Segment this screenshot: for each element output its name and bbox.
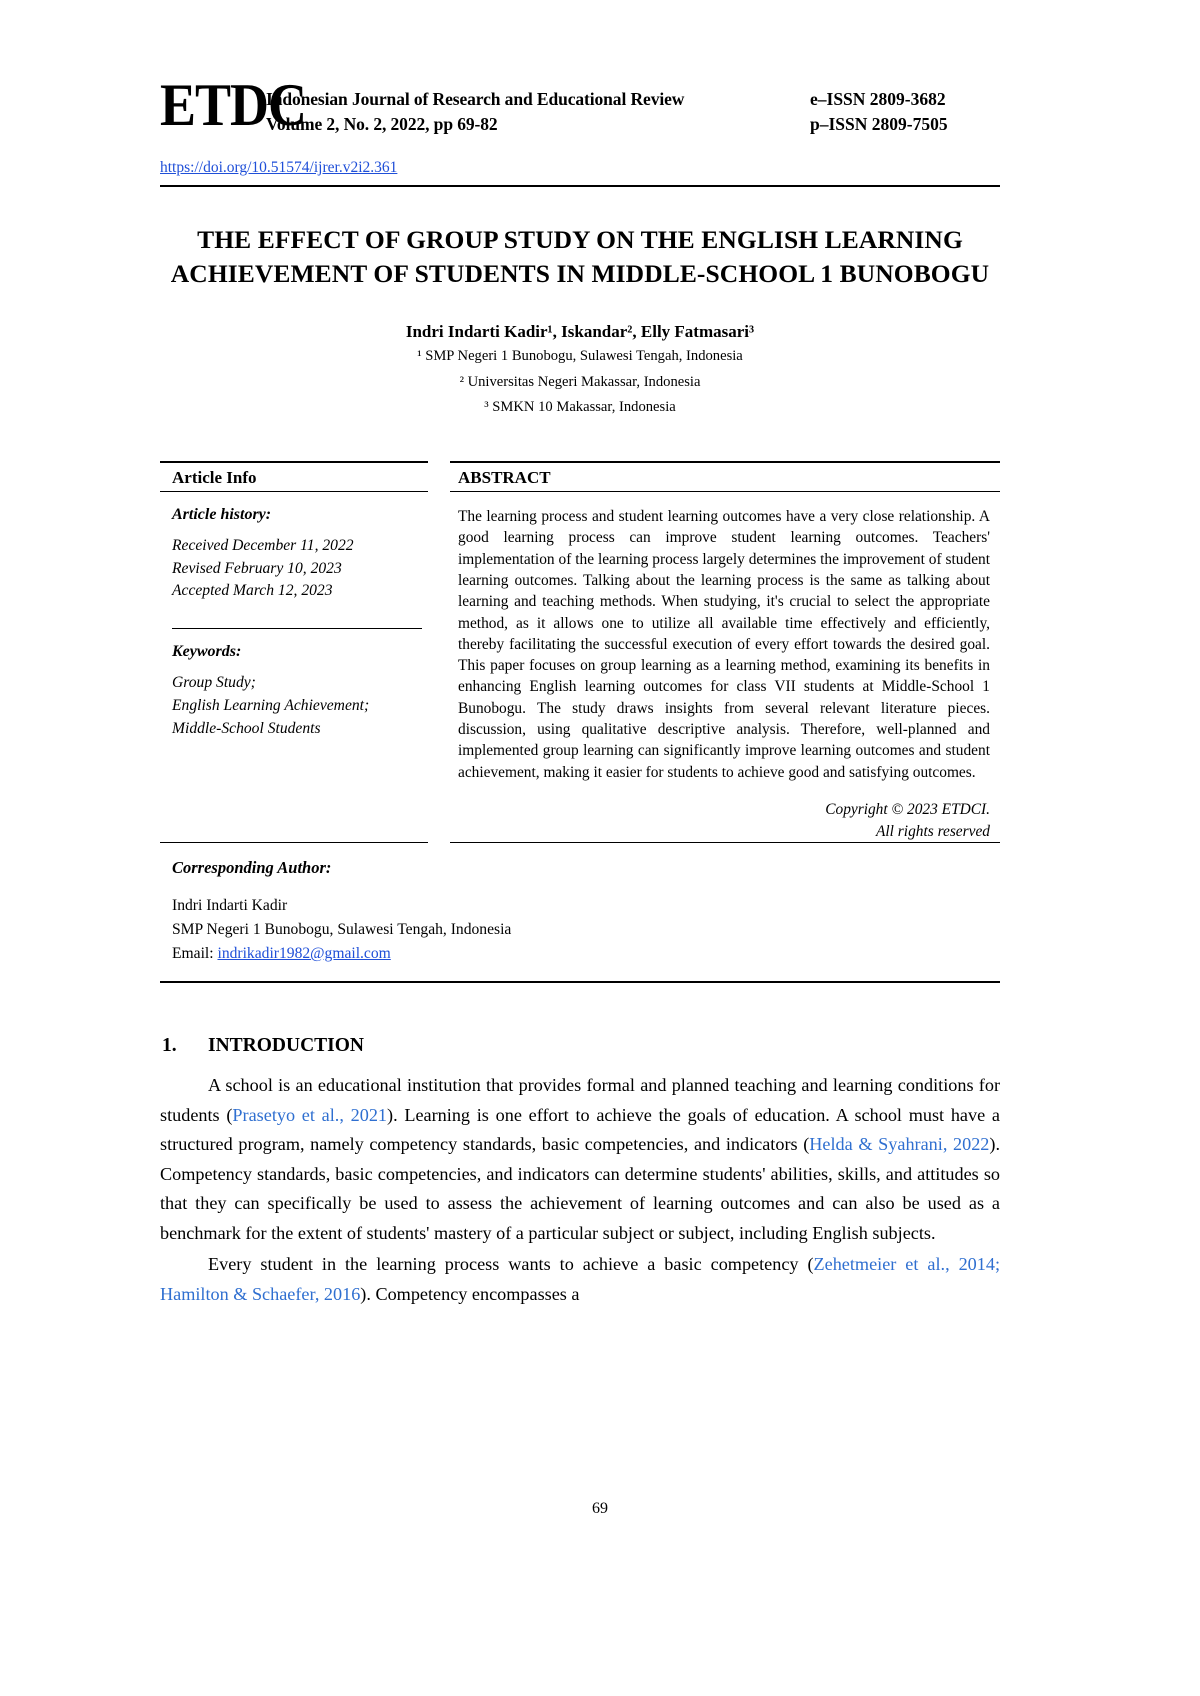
history-received: Received December 11, 2022 (172, 536, 354, 554)
article-history-label: Article history: (172, 505, 272, 523)
corresponding-author-bottom-rule (160, 981, 1000, 983)
article-info-column (160, 461, 428, 842)
author-list: Indri Indarti Kadir¹, Iskandar², Elly Fatmasari³ (405, 322, 755, 342)
history-revised: Revised February 10, 2023 (172, 559, 342, 577)
intro-p1-seg1: A school is an educational institution that provides formal and planned teaching and learning conditions for students ( (160, 1075, 1000, 1125)
article-history-block (160, 492, 428, 603)
affiliation-3: ³ SMKN 10 Makassar, Indonesia (484, 399, 676, 416)
keyword-2: English Learning Achievement; (172, 696, 370, 714)
section-number: 1. (162, 1035, 177, 1057)
affiliation-1: ¹ SMP Negeri 1 Bunobogu, Sulawesi Tengah, Indonesia (417, 348, 743, 365)
masthead (160, 0, 1000, 137)
intro-paragraph-2 (160, 1250, 1000, 1309)
page-content (160, 0, 1000, 1309)
copyright-line-2: All rights reserved (876, 822, 990, 840)
page-number: 69 (592, 1500, 608, 1517)
eissn: e–ISSN 2809-3682 (810, 89, 946, 109)
intro-p2-seg2: ). Competency encompasses a (360, 1283, 580, 1304)
corresponding-author-affiliation: SMP Negeri 1 Bunobogu, Sulawesi Tengah, Indonesia (172, 921, 512, 939)
intro-p1-seg3: ). Competency standards, basic competencies, and indicators can determine students' abilities, skills, and attitudes so that they can specifically be used to assess the achievement of learning outcomes and can also be used as a benchmark for the extent of students' mastery of a particular subject or subject, including English subjects. (160, 1134, 1000, 1243)
keywords-block (160, 629, 428, 740)
doi-line (160, 159, 1000, 177)
doi-link[interactable]: https://doi.org/10.51574/ijrer.v2i2.361 (160, 158, 398, 176)
keywords-label: Keywords: (172, 643, 242, 661)
keyword-3: Middle-School Students (172, 719, 321, 737)
corresponding-author-name: Indri Indarti Kadir (172, 897, 288, 915)
corresponding-author-top-rules (160, 842, 1000, 843)
email-link[interactable]: indrikadir1982@gmail.com (217, 944, 391, 962)
issn-block (810, 76, 1000, 137)
email-label: Email: (172, 944, 214, 962)
article-info-heading: Article Info (172, 467, 257, 487)
masthead-divider (160, 185, 1000, 187)
section-title: INTRODUCTION (208, 1035, 365, 1057)
citation-zehetmeier-hamilton[interactable]: Zehetmeier et al., 2014; Hamilton & Schaefer, 2016 (160, 1254, 1001, 1304)
journal-logo (160, 71, 307, 139)
pissn: p–ISSN 2809-7505 (810, 113, 948, 134)
corr-rule-gap (428, 842, 450, 843)
citation-prasetyo[interactable]: Prasetyo et al., 2021 (232, 1104, 388, 1125)
abstract-text: The learning process and student learning outcomes have a very close relationship. A good learning process can improve student learning outcomes. Teachers' implementation of the learning process largely determines the improvement of student learning outcomes. Talking about the learning process is the same as talking about learning and teaching methods. When studying, it's crucial to select the appropriate method, as it allows one to utilize all available time effectively and efficiently, thereby facilitating the successful execution of every effort towards the desired goal. This paper focuses on group learning as a learning method, examining its benefits in enhancing English learning outcomes for class VII students at Middle-School 1 Bunobogu. The study draws insights from several relevant literature pieces. discussion, using qualitative descriptive analysis. Therefore, well-planned and implemented group learning can significantly improve learning outcomes and student achievement, making it easier for students to achieve good and satisfying outcomes. (458, 507, 990, 781)
section-heading-introduction (160, 1035, 1000, 1057)
page-title: THE EFFECT OF GROUP STUDY ON THE ENGLISH LEARNING ACHIEVEMENT OF STUDENTS IN MIDDLE-SCHOOL 1 BUNOBOGU (170, 224, 990, 289)
intro-p1-seg2: ). Learning is one effort to achieve the goals of education. A school must have a structured program, namely competency standards, basic competencies, and indicators ( (160, 1104, 1000, 1155)
keyword-1: Group Study; (172, 674, 256, 692)
journal-identity (266, 76, 810, 137)
corr-rule-left (160, 842, 428, 843)
intro-paragraph-1 (160, 1071, 1000, 1248)
corresponding-author-body (160, 843, 1000, 965)
copyright-line-1: Copyright © 2023 ETDCI. (825, 801, 990, 819)
journal-volume-line: Volume 2, No. 2, 2022, pp 69-82 (266, 113, 498, 134)
affiliation-2: ² Universitas Negeri Makassar, Indonesia (459, 373, 701, 390)
journal-title: Indonesian Journal of Research and Educational Review (266, 89, 685, 109)
column-gap (428, 461, 450, 842)
abstract-column (450, 461, 1000, 842)
citation-helda-syahrani[interactable]: Helda & Syahrani, 2022 (809, 1134, 990, 1155)
abstract-heading: ABSTRACT (458, 467, 551, 487)
corresponding-author-label: Corresponding Author: (172, 858, 332, 878)
copyright-block (450, 783, 1000, 842)
corresponding-author-section (160, 842, 1000, 983)
article-info-abstract-table (160, 461, 1000, 842)
intro-p2-seg1: Every student in the learning process wants to achieve a basic competency ( (208, 1254, 814, 1275)
history-accepted: Accepted March 12, 2023 (172, 582, 333, 600)
journal-logo-text: ETDC (160, 71, 307, 139)
corresponding-author-email-row (172, 942, 1000, 966)
corr-rule-right (450, 842, 1000, 843)
